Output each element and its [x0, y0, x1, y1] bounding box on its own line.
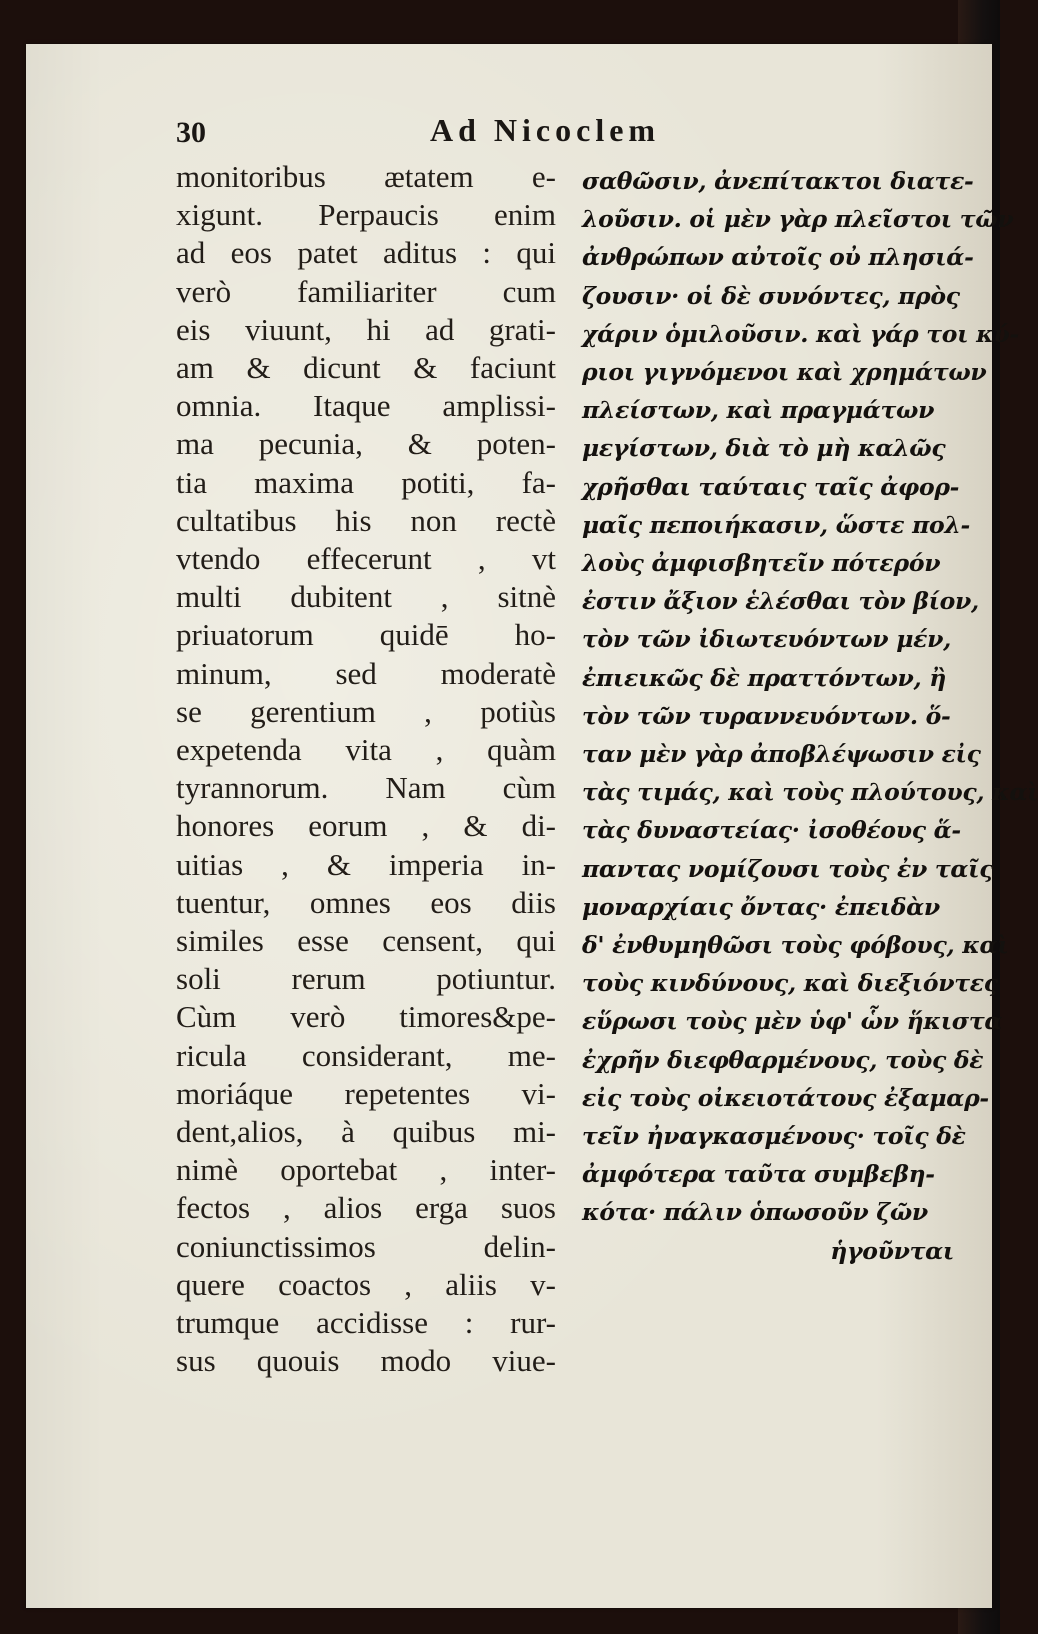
latin-text-line: priuatorum quidē ho-	[176, 617, 556, 653]
greek-text-column	[582, 162, 1038, 1270]
greek-text-line: ἡγοῦνται	[830, 1236, 954, 1265]
greek-text-line: ἐπιεικῶς δὲ πραττόντων, ἢ	[582, 663, 947, 692]
latin-text-line: multi dubitent , sitnè	[176, 579, 556, 615]
latin-text-line: coniunctissimos delin-	[176, 1228, 556, 1264]
latin-text-line: dent,alios, à quibus mi-	[176, 1114, 556, 1150]
greek-text-line: ἀμφότερα ταῦτα συμβεβη-	[582, 1160, 935, 1189]
latin-text-column	[176, 158, 556, 1381]
latin-text-line: fectos , alios erga suos	[176, 1190, 556, 1226]
latin-text-line: xigunt. Perpaucis enim	[176, 197, 556, 233]
latin-text-line: soli rerum potiuntur.	[176, 961, 556, 997]
greek-text-line: ἐστιν ἄξιον ἑλέσθαι τὸν βίον,	[582, 587, 979, 616]
running-head: Ad Nicoclem	[430, 112, 661, 148]
greek-text-line: σαθῶσιν, ἀνεπίτακτοι διατε-	[582, 167, 974, 195]
latin-text-line: eis viuunt, hi ad grati-	[176, 311, 556, 347]
latin-text-line: expetenda vita , quàm	[176, 732, 556, 768]
latin-text-line: omnia. Itaque amplissi-	[176, 388, 556, 424]
latin-text-line: nimè oportebat , inter-	[176, 1152, 556, 1188]
latin-text-line: minum, sed moderatè	[176, 655, 556, 691]
latin-text-line: vtendo effecerunt , vt	[176, 541, 556, 577]
greek-text-line: μοναρχίαις ὄντας· ἐπειδὰν	[582, 892, 940, 921]
greek-text-line: τοὺς κινδύνους, καὶ διεξιόντες	[582, 969, 998, 998]
greek-text-line: ταν μὲν γὰρ ἀποβλέψωσιν εἰς	[582, 740, 981, 769]
greek-text-line: χρῆσθαι ταύταις ταῖς ἀφορ-	[582, 472, 960, 501]
greek-text-line: χάριν ὁμιλοῦσιν. καὶ γάρ τοι κύ-	[582, 319, 1019, 348]
latin-text-line: tyrannorum. Nam cùm	[176, 770, 556, 806]
latin-text-line: honores eorum , & di-	[176, 808, 556, 844]
greek-text-line: κότα· πάλιν ὁπωσοῦν ζῶν	[582, 1198, 928, 1227]
book-page	[26, 44, 1038, 1608]
greek-text-line: λοῦσιν. οἱ μὲν γὰρ πλεῖστοι τῶν	[582, 205, 1014, 234]
latin-text-line: ricula considerant, me-	[176, 1037, 556, 1073]
greek-text-line: μαῖς πεποιήκασιν, ὥστε πολ-	[582, 510, 971, 539]
greek-text-line: τὰς δυναστείας· ἰσοθέους ἅ-	[582, 816, 961, 845]
latin-text-line: trumque accidisse : rur-	[176, 1305, 556, 1341]
latin-text-line: verò familiariter cum	[176, 273, 556, 309]
greek-text-line: ἐχρῆν διεφθαρμένους, τοὺς δὲ	[582, 1045, 984, 1074]
greek-text-line: μεγίστων, διὰ τὸ μὴ καλῶς	[582, 434, 946, 463]
greek-text-line: ἀνθρώπων αὐτοῖς οὐ πλησιά-	[582, 243, 974, 272]
latin-text-line: ma pecunia, & poten-	[176, 426, 556, 462]
greek-text-line: λοὺς ἀμφισβητεῖν πότερόν	[582, 549, 941, 578]
greek-text-line: πλείστων, καὶ πραγμάτων	[582, 396, 935, 425]
latin-text-line: sus quouis modo viue-	[176, 1343, 556, 1379]
latin-text-line: tuentur, omnes eos diis	[176, 884, 556, 920]
latin-text-line: similes esse censent, qui	[176, 923, 556, 959]
latin-text-line: am & dicunt & faciunt	[176, 350, 556, 386]
latin-text-line: cultatibus his non rectè	[176, 502, 556, 538]
greek-text-line: τὸν τῶν ἰδιωτευόντων μέν,	[582, 625, 951, 654]
latin-text-line: monitoribus ætatem e-	[176, 159, 556, 194]
page-number: 30	[176, 116, 206, 149]
latin-text-line: Cùm verò timores&pe-	[176, 999, 556, 1035]
greek-text-line: τεῖν ἠναγκασμένους· τοῖς δὲ	[582, 1122, 966, 1151]
greek-text-line: τὰς τιμάς, καὶ τοὺς πλούτους, καὶ	[582, 778, 1038, 807]
greek-text-line: εἰς τοὺς οἰκειοτάτους ἐξαμαρ-	[582, 1083, 989, 1112]
latin-text-line: uitias , & imperia in-	[176, 846, 556, 882]
greek-text-line: παντας νομίζουσι τοὺς ἐν ταῖς	[582, 854, 994, 883]
latin-text-line: ad eos patet aditus : qui	[176, 235, 556, 271]
latin-text-line: quere coactos , aliis v-	[176, 1266, 556, 1302]
latin-text-line: tia maxima potiti, fa-	[176, 464, 556, 500]
latin-text-line: se gerentium , potiùs	[176, 693, 556, 729]
greek-text-line: δ' ἐνθυμηθῶσι τοὺς φόβους, καὶ	[582, 931, 1009, 960]
greek-text-line: εὕρωσι τοὺς μὲν ὑφ' ὧν ἥκιστα	[582, 1007, 1003, 1036]
greek-text-line: ριοι γιγνόμενοι καὶ χρημάτων	[582, 358, 987, 387]
latin-text-line: moriáque repetentes vi-	[176, 1075, 556, 1111]
greek-text-line: ζουσιν· οἱ δὲ συνόντες, πρὸς	[582, 281, 960, 310]
greek-text-line: τὸν τῶν τυραννευόντων. ὅ-	[582, 701, 951, 730]
